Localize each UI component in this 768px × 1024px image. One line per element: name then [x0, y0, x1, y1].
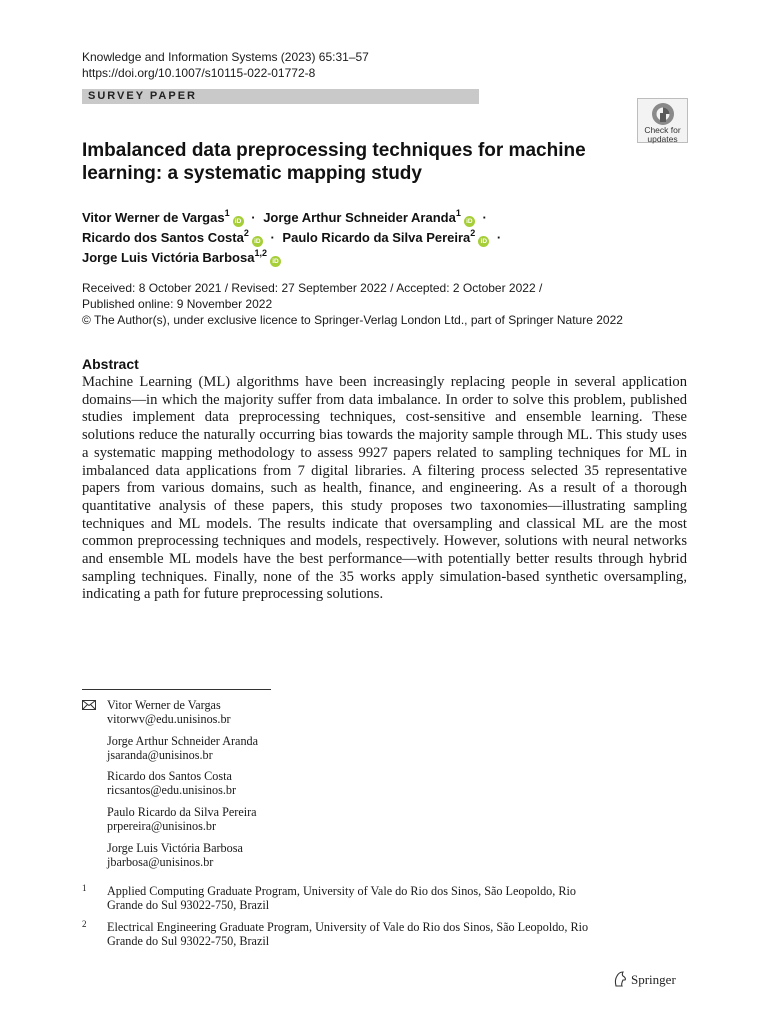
- section-label: SURVEY PAPER: [82, 89, 479, 104]
- contact-email[interactable]: jbarbosa@unisinos.br: [107, 855, 214, 869]
- dates-line-1: Received: 8 October 2021 / Revised: 27 September 2022 / Accepted: 2 October 2022 /: [82, 281, 543, 295]
- author-list: [82, 208, 682, 268]
- contact-entry: [107, 734, 258, 762]
- author-affiliation-marker: 2: [243, 228, 249, 238]
- author-name[interactable]: Ricardo dos Santos Costa: [82, 230, 244, 245]
- contact-name: Jorge Arthur Schneider Aranda: [107, 734, 259, 748]
- contact-email[interactable]: jsaranda@unisinos.br: [107, 748, 213, 762]
- contact-email[interactable]: vitorwv@edu.unisinos.br: [107, 712, 231, 726]
- copyright-notice: © The Author(s), under exclusive licence to Springer-Verlag London Ltd., part of Springer Nature 2022: [82, 313, 623, 327]
- author-affiliation-marker: 1: [455, 208, 461, 218]
- author-separator: ·: [482, 210, 487, 225]
- doi-link[interactable]: https://doi.org/10.1007/s10115-022-01772-8: [82, 66, 316, 80]
- contact-entry: [107, 698, 231, 726]
- orcid-icon[interactable]: iD: [252, 236, 263, 247]
- publication-history: [82, 280, 702, 328]
- springer-horse-icon: [613, 971, 627, 987]
- author-line-3: [82, 248, 682, 268]
- author-affiliation-marker: 1,2: [254, 248, 267, 258]
- title-line-1: Imbalanced data preprocessing techniques for machine: [82, 140, 586, 161]
- author-line-1: [82, 208, 682, 228]
- footnote-divider: [82, 689, 271, 690]
- author-name[interactable]: Jorge Luis Victória Barbosa: [82, 250, 255, 265]
- contact-name: Paulo Ricardo da Silva Pereira: [107, 805, 257, 819]
- orcid-icon[interactable]: iD: [270, 256, 281, 267]
- author-separator: ·: [496, 230, 502, 245]
- orcid-icon[interactable]: iD: [478, 236, 489, 247]
- contact-email[interactable]: ricsantos@edu.unisinos.br: [107, 783, 237, 797]
- affiliation-line-2: Grande do Sul 93022-750, Brazil: [107, 934, 270, 948]
- author-name[interactable]: Vitor Werner de Vargas: [82, 210, 225, 225]
- contact-entry: [107, 805, 257, 833]
- publisher-name: Springer: [631, 972, 676, 987]
- author-separator: ·: [251, 210, 256, 225]
- author-separator: ·: [270, 230, 275, 245]
- crossmark-icon: [651, 102, 675, 126]
- abstract-text: Machine Learning (ML) algorithms have been increasingly replacing people in several application domains—in which the majority suffer from data imbalance. In order to solve this problem, published studies implement data preprocessing techniques, cost-sensitive and ensemble learning. These solutions reduce the naturally occurring bias towards the majority sample through ML. This study uses a systematic mapping methodology to assess 9927 papers related to sampling techniques for ML in imbalanced data applications from 7 digital libraries. A filtering process selected 35 representative papers from various domains, such as health, finance, and engineering. As a result of a thorough quantitative analysis of these papers, this study proposes two taxonomies—illustrating sampling techniques and ML models. The results indicate that oversampling and classical ML are the most common preprocessing techniques and models, respectively. However, solutions with neural networks and ensemble ML models have the best performance—with potentially better results through hybrid sampling techniques. Finally, none of the 35 works apply simulation-based synthetic oversampling, indicating a path for future preprocessing solutions.: [82, 374, 687, 603]
- affiliation-line-1: Applied Computing Graduate Program, University of Vale do Rio dos Sinos, São Leopoldo, Rio: [107, 884, 576, 898]
- dates-line-2: Published online: 9 November 2022: [82, 297, 273, 311]
- author-name[interactable]: Jorge Arthur Schneider Aranda: [263, 210, 456, 225]
- affiliation-text: [107, 884, 677, 912]
- affiliation-line-2: Grande do Sul 93022-750, Brazil: [107, 898, 270, 912]
- orcid-icon[interactable]: iD: [464, 216, 475, 227]
- author-affiliation-marker: 2: [470, 228, 476, 238]
- affiliation-number: 2: [82, 919, 87, 929]
- author-affiliation-marker: 1: [224, 208, 230, 218]
- check-for-updates-badge[interactable]: [637, 98, 688, 143]
- contact-email[interactable]: prpereira@unisinos.br: [107, 819, 217, 833]
- badge-line-2: updates: [647, 133, 678, 144]
- contact-name: Ricardo dos Santos Costa: [107, 769, 232, 783]
- title-line-2: learning: a systematic mapping study: [82, 163, 422, 184]
- author-name[interactable]: Paulo Ricardo da Silva Pereira: [282, 230, 471, 245]
- contact-entry: [107, 769, 236, 797]
- journal-citation: Knowledge and Information Systems (2023) 65:31–57: [82, 50, 369, 64]
- author-line-2: [82, 228, 682, 248]
- affiliation-line-1: Electrical Engineering Graduate Program, University of Vale do Rio dos Sinos, São Leopoldo, Rio: [107, 920, 589, 934]
- abstract-heading: Abstract: [82, 356, 139, 372]
- badge-line-1: Check for: [644, 125, 681, 135]
- contact-entry: [107, 841, 243, 869]
- contact-name: Vitor Werner de Vargas: [107, 698, 221, 712]
- envelope-icon: [82, 700, 96, 710]
- publisher-logo: [613, 971, 676, 988]
- paper-title: [82, 139, 642, 185]
- affiliation-text: [107, 920, 677, 948]
- orcid-icon[interactable]: iD: [233, 216, 244, 227]
- contact-name: Jorge Luis Victória Barbosa: [107, 841, 243, 855]
- affiliation-number: 1: [82, 883, 87, 893]
